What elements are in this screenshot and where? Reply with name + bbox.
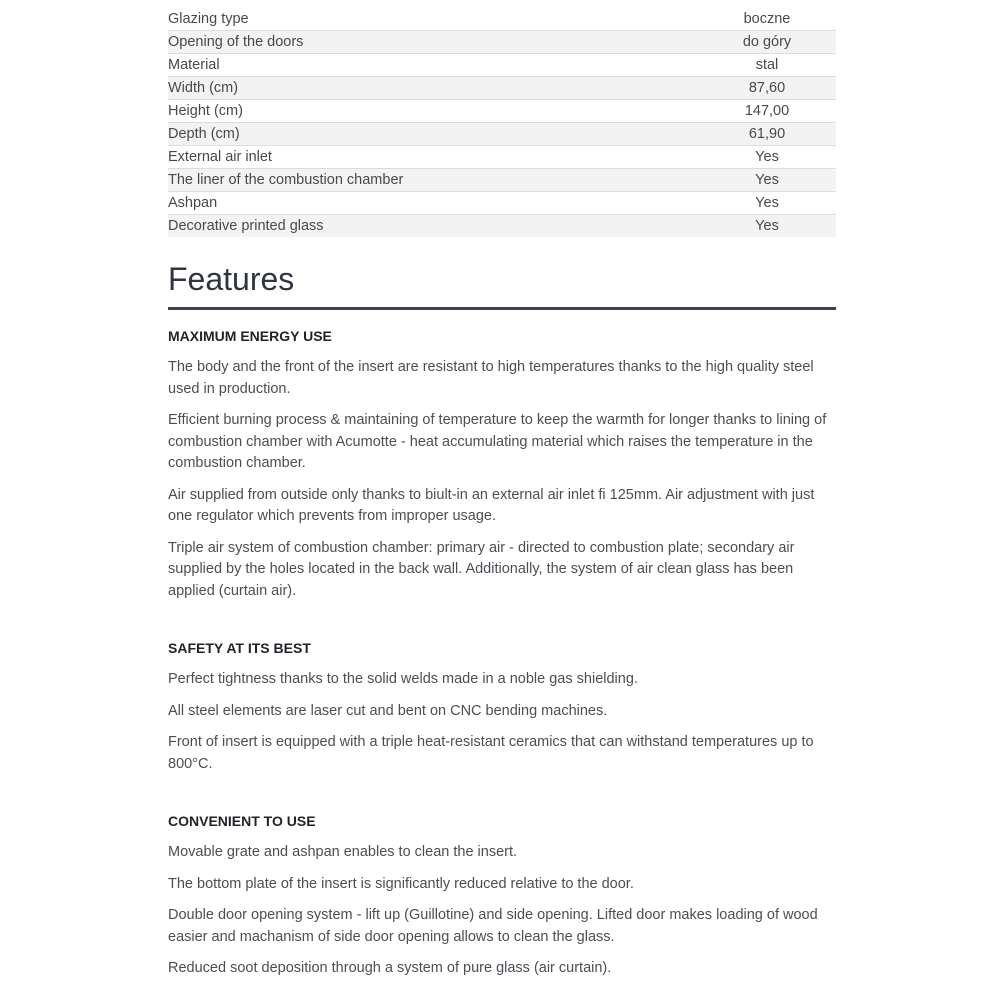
spec-value: 61,90 xyxy=(598,123,836,146)
feature-paragraph: Reduced soot deposition through a system of pure glass (air curtain). xyxy=(168,960,612,976)
features-title: Features xyxy=(168,259,836,310)
table-row xyxy=(168,215,836,238)
spec-value: Yes xyxy=(598,146,836,169)
spec-label: Glazing type xyxy=(168,8,598,31)
spec-value: boczne xyxy=(598,8,836,31)
feature-section-energy xyxy=(168,328,836,602)
spec-label: Material xyxy=(168,54,598,77)
table-row xyxy=(168,146,836,169)
feature-paragraph: Air supplied from outside only thanks to biult-in an external air inlet fi 125mm. Air adjustment with just one regulator which prevents from improper usage. xyxy=(168,486,815,524)
spec-label: Height (cm) xyxy=(168,100,598,123)
spec-value: 87,60 xyxy=(598,77,836,100)
spec-value: 147,00 xyxy=(598,100,836,123)
feature-paragraph: All steel elements are laser cut and bent on CNC bending machines. xyxy=(168,702,608,719)
feature-section-convenience xyxy=(168,813,836,980)
feature-paragraph: Movable grate and ashpan enables to clean the insert. xyxy=(168,844,518,860)
table-row xyxy=(168,54,836,77)
spec-label: Ashpan xyxy=(168,192,598,215)
spec-value: Yes xyxy=(598,215,836,238)
table-row xyxy=(168,100,836,123)
spec-label: Width (cm) xyxy=(168,77,598,100)
feature-paragraph: Efficient burning process & maintaining of temperature to keep the warmth for longer thanks to lining of combustion chamber with Acumotte - heat accumulating material which raises the temperature in the combustion chamber. xyxy=(168,412,827,471)
specifications-table xyxy=(168,8,836,237)
spec-value: Yes xyxy=(598,192,836,215)
table-row xyxy=(168,8,836,31)
feature-paragraph: Double door opening system - lift up (Guillotine) and side opening. Lifted door makes loading of wood easier and machanism of side door opening allows to clean the glass. xyxy=(168,907,818,945)
product-content xyxy=(168,8,836,990)
table-row xyxy=(168,192,836,215)
spec-value: Yes xyxy=(598,169,836,192)
spec-label: External air inlet xyxy=(168,146,598,169)
section-heading: MAXIMUM ENERGY USE xyxy=(168,328,332,344)
spec-label: Depth (cm) xyxy=(168,123,598,146)
section-heading: CONVENIENT TO USE xyxy=(168,813,316,829)
feature-paragraph: Perfect tightness thanks to the solid welds made in a noble gas shielding. xyxy=(168,671,638,687)
table-row xyxy=(168,77,836,100)
table-row xyxy=(168,123,836,146)
spec-value: stal xyxy=(598,54,836,77)
spec-label: The liner of the combustion chamber xyxy=(168,169,598,192)
spec-label: Decorative printed glass xyxy=(168,215,598,238)
feature-paragraph: Triple air system of combustion chamber: primary air - directed to combustion plate; secondary air supplied by the holes located in the back wall. Additionally, the system of air clean glass has been applied (curtain air). xyxy=(168,539,795,599)
feature-paragraph: The body and the front of the insert are resistant to high temperatures thanks to the high quality steel used in production. xyxy=(168,359,814,397)
table-row xyxy=(168,169,836,192)
spec-label: Opening of the doors xyxy=(168,31,598,54)
spec-value: do góry xyxy=(598,31,836,54)
feature-paragraph: Front of insert is equipped with a triple heat-resistant ceramics that can withstand temperatures up to 800°C. xyxy=(168,734,814,772)
feature-paragraph: The bottom plate of the insert is significantly reduced relative to the door. xyxy=(168,875,634,892)
table-row xyxy=(168,31,836,54)
feature-section-safety xyxy=(168,640,836,775)
section-heading: SAFETY AT ITS BEST xyxy=(168,640,311,656)
